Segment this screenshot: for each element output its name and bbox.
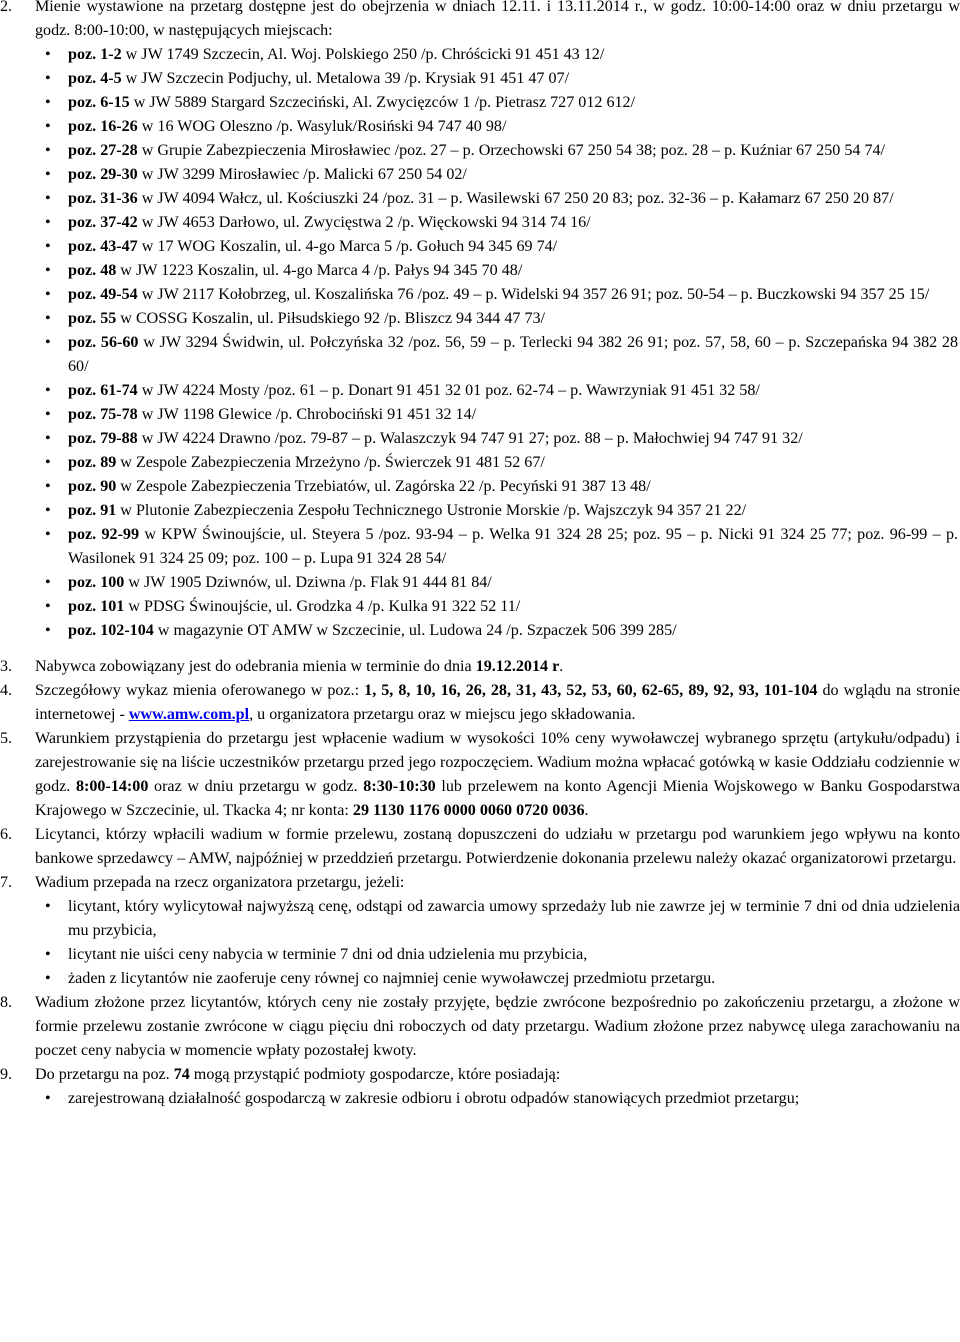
section-text: Do przetargu na poz. <box>35 1066 174 1083</box>
section-4 <box>0 679 960 727</box>
bullet-icon: • <box>45 454 51 471</box>
section-3 <box>0 655 960 679</box>
location-text: w JW 1749 Szczecin, Al. Woj. Polskiego 250 /p. Chróścicki 91 451 43 12/ <box>121 46 605 63</box>
section-number: 7. <box>0 874 13 891</box>
pickup-deadline: 19.12.2014 r <box>475 658 560 675</box>
section-text: oraz w dniu przetargu w godz. <box>148 778 364 795</box>
section-text: Wadium złożone przez licytantów, których ceny nie zostały przyjęte, będzie zwrócone bezpośrednio po zakończeniu przetargu, a złożone w formie przelewu zostanie zwrócone w ciągu pięciu dni roboczych od daty przetargu. Wadium złożone przez nabywcę ulega zarachowaniu na poczet ceny nabycia w momencie wpłaty pozostałej kwoty. <box>35 994 960 1059</box>
bullet-icon: • <box>45 382 51 399</box>
location-text: w JW 4224 Mosty /poz. 61 – p. Donart 91 451 32 01 poz. 62-74 – p. Wawrzyniak 91 451 32 58/ <box>137 382 760 399</box>
section-6 <box>0 823 960 871</box>
location-position: poz. 102-104 <box>68 622 154 639</box>
location-text: w COSSG Koszalin, ul. Piłsudskiego 92 /p. Bliszcz 94 344 47 73/ <box>116 310 546 327</box>
location-item <box>0 595 960 619</box>
location-item <box>0 571 960 595</box>
section-5 <box>0 727 960 823</box>
cash-hours: 8:00-14:00 <box>75 778 149 795</box>
section-number: 5. <box>0 730 13 747</box>
section-number: 9. <box>0 1066 13 1083</box>
section-8 <box>0 991 960 1063</box>
location-text: w Zespole Zabezpieczenia Mrzeżyno /p. Świerczek 91 481 52 67/ <box>116 454 545 471</box>
bullet-icon: • <box>45 478 51 495</box>
location-text: w JW 5889 Stargard Szczeciński, Al. Zwycięzców 1 /p. Pietrasz 727 012 612/ <box>129 94 636 111</box>
location-position: poz. 90 <box>68 478 117 495</box>
section-text: Nabywca zobowiązany jest do odebrania mienia w terminie do dnia <box>35 658 476 675</box>
location-text: w JW Szczecin Podjuchy, ul. Metalowa 39 /p. Krysiak 91 451 47 07/ <box>121 70 570 87</box>
list-item <box>0 1087 960 1111</box>
section-number: 8. <box>0 994 13 1011</box>
location-position: poz. 61-74 <box>68 382 138 399</box>
section-text: Licytanci, którzy wpłacili wadium w formie przelewu, zostaną dopuszczeni do udziału w przetargu pod warunkiem jego wpływu na konto bankowe sprzedawcy – AMW, najpóźniej w przeddzień przetargu. Potwierdzenie dokonania przelewu należy okazać organizatorowi przetargu. <box>35 826 960 867</box>
location-item <box>0 211 960 235</box>
location-item <box>0 115 960 139</box>
bullet-icon: • <box>45 430 51 447</box>
location-position: poz. 16-26 <box>68 118 138 135</box>
bullet-icon: • <box>45 70 51 87</box>
section-text: do wglądu na stronie internetowej - <box>35 682 960 723</box>
location-text: w PDSG Świnoujście, ul. Grodzka 4 /p. Kulka 91 322 52 11/ <box>124 598 521 615</box>
bullet-icon: • <box>45 574 51 591</box>
location-position: poz. 6-15 <box>68 94 130 111</box>
location-item <box>0 427 960 451</box>
location-item <box>0 499 960 523</box>
location-item <box>0 43 960 67</box>
location-item <box>0 619 960 643</box>
location-list <box>0 43 960 643</box>
location-position: poz. 79-88 <box>68 430 138 447</box>
location-text: w Zespole Zabezpieczenia Trzebiatów, ul. Zagórska 22 /p. Pecyński 91 387 13 48/ <box>116 478 651 495</box>
location-position: poz. 31-36 <box>68 190 138 207</box>
bullet-icon: • <box>45 406 51 423</box>
location-position: poz. 89 <box>68 454 117 471</box>
location-position: poz. 27-28 <box>68 142 138 159</box>
section-text: Mienie wystawione na przetarg dostępne jest do obejrzenia w dniach 12.11. i 13.11.2014 r., w godz. 10:00-14:00 oraz w dniu przetargu w godz. 8:00-10:00, w następujących miejscach: <box>35 0 960 39</box>
location-item <box>0 235 960 259</box>
location-position: poz. 56-60 <box>68 334 139 351</box>
section-text-end: . <box>584 802 589 819</box>
section-2 <box>0 0 960 43</box>
location-text: w Grupie Zabezpieczenia Mirosławiec /poz. 27 – p. Orzechowski 67 250 54 38; poz. 28 – p. Kuźniar 67 250 54 74/ <box>137 142 886 159</box>
section-number: 4. <box>0 682 13 699</box>
location-text: w JW 1223 Koszalin, ul. 4-go Marca 4 /p. Pałys 94 345 70 48/ <box>116 262 523 279</box>
location-position: poz. 1-2 <box>68 46 122 63</box>
location-item <box>0 331 960 379</box>
bullet-icon: • <box>45 118 51 135</box>
location-item <box>0 91 960 115</box>
location-item <box>0 187 960 211</box>
location-item <box>0 283 960 307</box>
list-item-text: zarejestrowaną działalność gospodarczą w zakresie odbioru i obrotu odpadów stanowiących przedmiot przetargu; <box>68 1090 800 1107</box>
list-item <box>0 967 960 991</box>
section-text-end: . <box>559 658 564 675</box>
location-text: w Plutonie Zabezpieczenia Zespołu Technicznego Ustronie Morskie /p. Wajszczyk 94 357 21 22/ <box>116 502 747 519</box>
section-number: 6. <box>0 826 13 843</box>
location-position: poz. 92-99 <box>68 526 140 543</box>
auction-day-hours: 8:30-10:30 <box>363 778 436 795</box>
location-position: poz. 4-5 <box>68 70 122 87</box>
section-number: 3. <box>0 658 13 675</box>
location-text: w 17 WOG Koszalin, ul. 4-go Marca 5 /p. Gołuch 94 345 69 74/ <box>137 238 558 255</box>
position-number: 74 <box>173 1066 190 1083</box>
list-item <box>0 895 960 943</box>
list-item-text: licytant nie uiści ceny nabycia w terminie 7 dni od dnia udzielenia mu przybicia, <box>68 946 588 963</box>
section-9 <box>0 1063 960 1087</box>
bullet-icon: • <box>45 310 51 327</box>
bullet-icon: • <box>45 502 51 519</box>
section-text: mogą przystąpić podmioty gospodarcze, które posiadają: <box>189 1066 561 1083</box>
location-text: w JW 3299 Mirosławiec /p. Malicki 67 250 54 02/ <box>137 166 467 183</box>
location-item <box>0 139 960 163</box>
location-text: w JW 4224 Drawno /poz. 79-87 – p. Walaszczyk 94 747 91 27; poz. 88 – p. Małochwiej 94 747 91 32/ <box>137 430 803 447</box>
section-text: , u organizatora przetargu oraz w miejscu jego składowania. <box>249 706 636 723</box>
location-item <box>0 523 960 571</box>
bullet-icon: • <box>45 286 51 303</box>
bullet-icon: • <box>45 262 51 279</box>
location-item <box>0 379 960 403</box>
list-item <box>0 943 960 967</box>
website-link[interactable]: www.amw.com.pl <box>128 706 250 723</box>
location-text: w magazynie OT AMW w Szczecinie, ul. Ludowa 24 /p. Szpaczek 506 399 285/ <box>153 622 677 639</box>
location-item <box>0 259 960 283</box>
bullet-icon: • <box>45 598 51 615</box>
location-position: poz. 100 <box>68 574 125 591</box>
section-7 <box>0 871 960 895</box>
location-text: w KPW Świnoujście, ul. Steyera 5 /poz. 93-94 – p. Welka 91 324 28 25; poz. 95 – p. Nicki 91 324 25 77; poz. 96-99 – p. Wasilonek 91 324 25 09; poz. 100 – p. Lupa 91 324 28 54/ <box>68 526 959 567</box>
location-item <box>0 451 960 475</box>
bullet-icon: • <box>45 94 51 111</box>
bullet-icon: • <box>45 622 51 639</box>
location-position: poz. 55 <box>68 310 117 327</box>
positions-list: 1, 5, 8, 10, 16, 26, 28, 31, 43, 52, 53, 60, 62-65, 89, 92, 93, 101-104 <box>364 682 818 699</box>
bullet-icon: • <box>45 946 51 963</box>
bullet-icon: • <box>45 46 51 63</box>
bullet-icon: • <box>45 898 51 915</box>
bullet-icon: • <box>45 166 51 183</box>
bullet-icon: • <box>45 238 51 255</box>
list-item-text: żaden z licytantów nie zaoferuje ceny równej co najmniej cenie wywoławczej przedmiotu przetargu. <box>68 970 716 987</box>
location-text: w JW 1905 Dziwnów, ul. Dziwna /p. Flak 91 444 81 84/ <box>124 574 492 591</box>
bullet-icon: • <box>45 334 51 351</box>
location-position: poz. 91 <box>68 502 117 519</box>
location-item <box>0 163 960 187</box>
location-text: w 16 WOG Oleszno /p. Wasyluk/Rosiński 94 747 40 98/ <box>137 118 507 135</box>
spacer <box>0 643 960 655</box>
location-item <box>0 307 960 331</box>
location-item <box>0 67 960 91</box>
section-text: lub przelewem na konto Agencji Mienia Wojskowego w Banku Gospodarstwa Krajowego w Szczecinie, ul. Tkacka 4; nr konta: <box>35 778 960 819</box>
location-text: w JW 2117 Kołobrzeg, ul. Koszalińska 76 /poz. 49 – p. Widelski 94 357 26 91; poz. 50-54 – p. Buczkowski 94 357 25 15/ <box>137 286 930 303</box>
location-position: poz. 43-47 <box>68 238 138 255</box>
location-item <box>0 403 960 427</box>
bullet-icon: • <box>45 214 51 231</box>
location-position: poz. 48 <box>68 262 117 279</box>
location-text: w JW 4094 Wałcz, ul. Kościuszki 24 /poz. 31 – p. Wasilewski 67 250 20 83; poz. 32-36 – p. Kałamarz 67 250 20 87/ <box>137 190 894 207</box>
location-position: poz. 29-30 <box>68 166 138 183</box>
location-text: w JW 1198 Glewice /p. Chrobociński 91 451 32 14/ <box>137 406 477 423</box>
section-text: Wadium przepada na rzecz organizatora przetargu, jeżeli: <box>35 874 405 891</box>
bank-account-number: 29 1130 1176 0000 0060 0720 0036 <box>352 802 585 819</box>
location-position: poz. 49-54 <box>68 286 138 303</box>
location-text: w JW 3294 Świdwin, ul. Połczyńska 32 /poz. 56, 59 – p. Terlecki 94 382 26 91; poz. 57, 58, 60 – p. Szczepańska 94 382 28 60/ <box>68 334 958 375</box>
bullet-icon: • <box>45 142 51 159</box>
bullet-icon: • <box>45 526 51 543</box>
section-text: Warunkiem przystąpienia do przetargu jest wpłacenie wadium w wysokości 10% ceny wywoławczej wybranego sprzętu (artykułu/odpadu) i zarejestrowanie się na liście uczestników przetargu przed jego rozpoczęciem. Wadium można wpłacać gotówką w kasie Oddziału codziennie w godz. <box>35 730 960 795</box>
bullet-icon: • <box>45 190 51 207</box>
location-position: poz. 101 <box>68 598 125 615</box>
bullet-icon: • <box>45 970 51 987</box>
list-item-text: licytant, który wylicytował najwyższą cenę, odstąpi od zawarcia umowy sprzedaży lub nie zawrze jej w terminie 7 dni od dnia udzielenia mu przybicia, <box>68 898 960 939</box>
section-number: 2. <box>0 0 13 15</box>
location-position: poz. 75-78 <box>68 406 138 423</box>
section-text: Szczegółowy wykaz mienia oferowanego w poz.: <box>35 682 365 699</box>
location-text: w JW 4653 Darłowo, ul. Zwycięstwa 2 /p. Więckowski 94 314 74 16/ <box>137 214 591 231</box>
bullet-icon: • <box>45 1090 51 1107</box>
location-position: poz. 37-42 <box>68 214 138 231</box>
location-item <box>0 475 960 499</box>
